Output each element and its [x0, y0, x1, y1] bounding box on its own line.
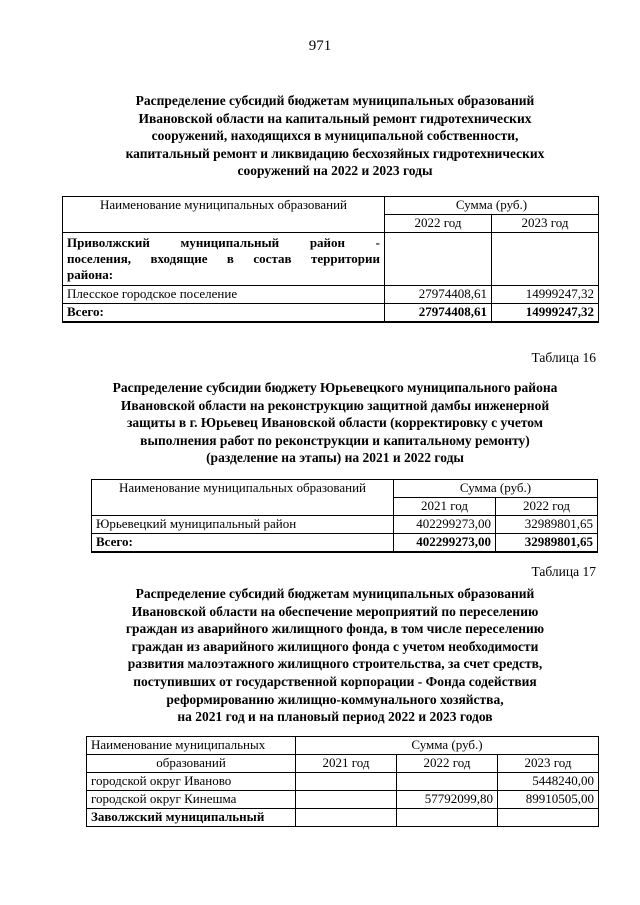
header-year: 2021 год — [394, 498, 496, 516]
section1-title — [70, 92, 600, 180]
total-label: Всего: — [92, 534, 394, 553]
table-header-row — [87, 737, 599, 755]
title-line: развития малоэтажного жилищного строительства, за счет средств, — [127, 656, 543, 672]
title-line: Ивановской области на обеспечение мероприятий по переселению — [131, 603, 539, 619]
title-line: сооружений, находящихся в муниципальной собственности, — [151, 128, 519, 144]
row-name: городской округ Кинешма — [87, 791, 296, 809]
table-section2 — [91, 479, 598, 553]
header-name: образований — [87, 755, 296, 773]
title-line: Ивановской области на капитальный ремонт гидротехнических — [138, 110, 532, 126]
group-name — [63, 233, 385, 286]
table-total-row — [63, 304, 599, 323]
row-name: Заволжский муниципальный — [87, 809, 296, 827]
table-header-row — [92, 480, 598, 498]
section3-title — [70, 585, 600, 726]
header-name: Наименование муниципальных — [87, 737, 296, 755]
table-row — [87, 773, 599, 791]
header-year: 2022 год — [496, 498, 598, 516]
header-year: 2022 год — [385, 215, 492, 233]
header-year: 2023 год — [498, 755, 599, 773]
table-row — [87, 791, 599, 809]
group-line: района: — [67, 267, 114, 282]
title-line: реформированию жилищно-коммунального хозяйства, — [166, 691, 504, 707]
table-section1 — [62, 196, 599, 323]
group-line: Приволжский муниципальный район - — [67, 235, 380, 250]
table-header-row — [63, 197, 599, 215]
table-total-row — [92, 534, 598, 553]
title-line: граждан из аварийного жилищного фонда с учетом необходимости — [131, 638, 539, 654]
total-value: 27974408,61 — [385, 304, 492, 323]
table-section3 — [86, 736, 599, 827]
page-number: 971 — [308, 38, 332, 54]
row-value — [296, 773, 397, 791]
table-year-row — [87, 755, 599, 773]
header-year: 2022 год — [397, 755, 498, 773]
title-line: граждан из аварийного жилищного фонда, в том числе переселению — [125, 621, 545, 637]
row-value: 14999247,32 — [492, 286, 599, 304]
header-sum: Сумма (руб.) — [394, 480, 598, 498]
header-sum: Сумма (руб.) — [296, 737, 599, 755]
row-value — [296, 791, 397, 809]
total-label: Всего: — [63, 304, 385, 323]
total-value: 14999247,32 — [492, 304, 599, 323]
row-value: 32989801,65 — [496, 516, 598, 534]
header-year: 2021 год — [296, 755, 397, 773]
table-row — [92, 516, 598, 534]
row-name: Юрьевецкий муниципальный район — [92, 516, 394, 534]
row-value: 402299273,00 — [394, 516, 496, 534]
table-group-row — [63, 233, 599, 286]
row-value: 89910505,00 — [498, 791, 599, 809]
row-value — [397, 773, 498, 791]
row-value: 5448240,00 — [498, 773, 599, 791]
total-value: 402299273,00 — [394, 534, 496, 553]
table-label: Таблица 17 — [531, 564, 596, 579]
header-name: Наименование муниципальных образований — [92, 480, 394, 516]
title-line: выполнения работ по реконструкции и капитальному ремонту) — [140, 432, 530, 448]
row-value: 27974408,61 — [385, 286, 492, 304]
title-line: Распределение субсидии бюджету Юрьевецкого муниципального района — [112, 380, 558, 395]
title-line: (разделение на этапы) на 2021 и 2022 годы — [206, 450, 464, 466]
row-value: 57792099,80 — [397, 791, 498, 809]
empty-cell — [397, 809, 498, 827]
title-line: Распределение субсидий бюджетам муниципальных образований — [135, 586, 535, 601]
empty-cell — [492, 233, 599, 286]
title-line: защиты в г. Юрьевец Ивановской области (корректировку с учетом — [127, 415, 543, 431]
empty-cell — [296, 809, 397, 827]
header-name: Наименование муниципальных образований — [63, 197, 385, 233]
row-name: Плесское городское поселение — [63, 286, 385, 304]
row-name: городской округ Иваново — [87, 773, 296, 791]
title-line: поступивших от государственной корпорации - Фонда содействия — [133, 673, 537, 689]
title-line: сооружений на 2022 и 2023 годы — [237, 163, 433, 179]
group-line: поселения, входящие в состав территории — [67, 251, 380, 266]
table-row — [87, 809, 599, 827]
table-label: Таблица 16 — [531, 350, 596, 365]
table-row — [63, 286, 599, 304]
title-line: Распределение субсидий бюджетам муниципальных образований — [135, 93, 535, 108]
title-line: на 2021 год и на плановый период 2022 и 2023 годов — [177, 709, 493, 725]
total-value: 32989801,65 — [496, 534, 598, 553]
header-sum: Сумма (руб.) — [385, 197, 599, 215]
empty-cell — [385, 233, 492, 286]
empty-cell — [498, 809, 599, 827]
title-line: капитальный ремонт и ликвидацию бесхозяйных гидротехнических — [125, 145, 545, 161]
section2-title — [70, 379, 600, 467]
header-year: 2023 год — [492, 215, 599, 233]
title-line: Ивановской области на реконструкцию защитной дамбы инженерной — [120, 397, 550, 413]
